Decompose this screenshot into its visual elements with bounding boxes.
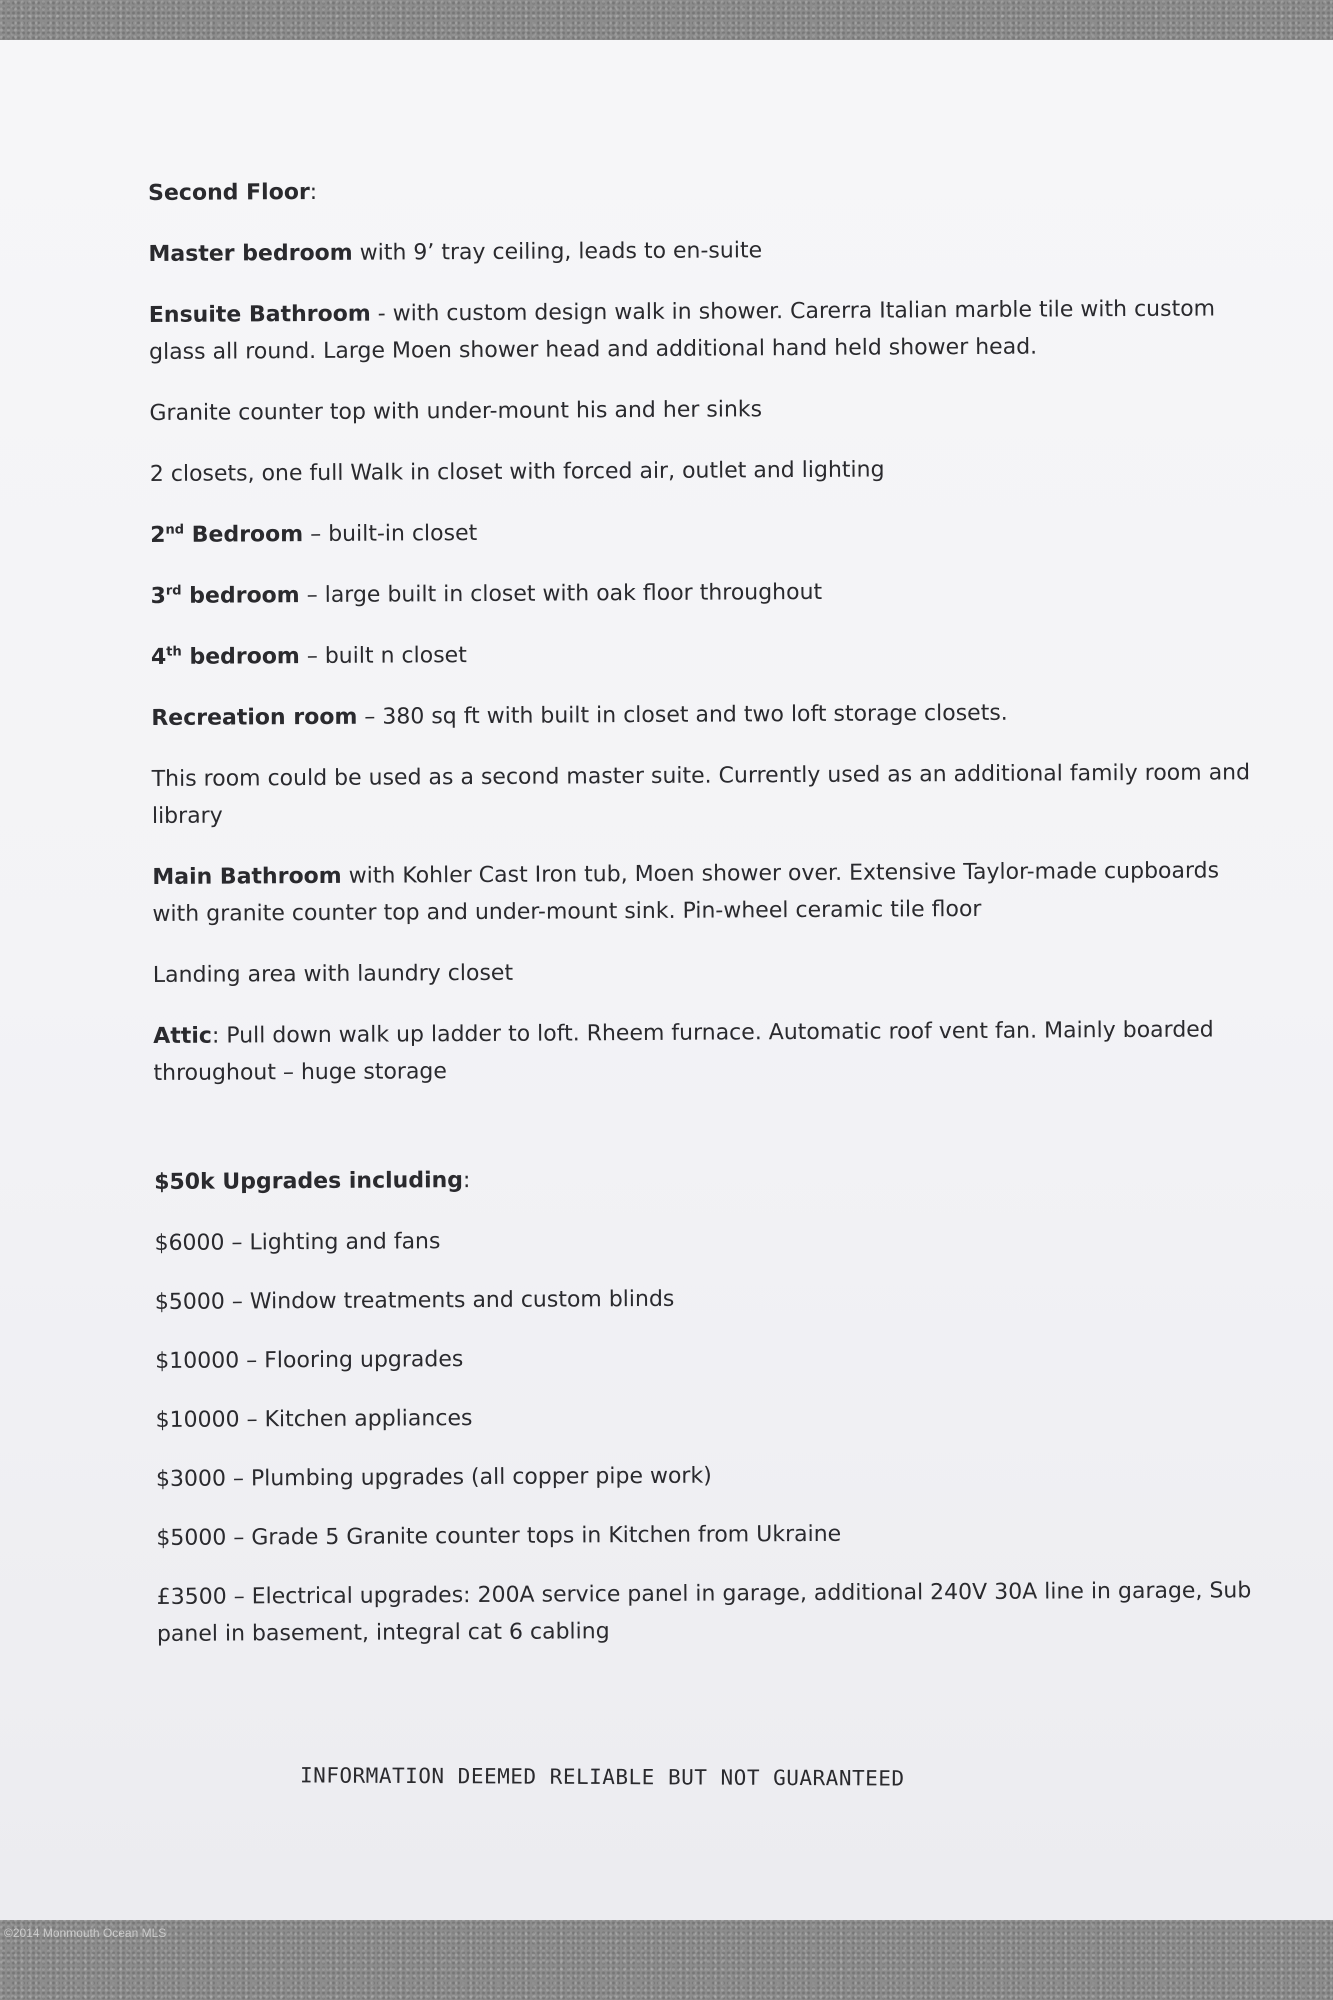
bedroom-2-line: 2nd Bedroom – built-in closet (150, 520, 478, 548)
granite-sinks-line: Granite counter top with under-mount his and her sinks (149, 397, 763, 426)
main-bathroom-line: Main Bathroom with Kohler Cast Iron tub, Moen shower over. Extensive Taylor-made cupboards with granite counter top and under-mount sink. Pin-wheel ceramic tile floor (152, 858, 1220, 927)
attic-line: Attic: Pull down walk up ladder to loft. Rheem furnace. Automatic roof vent fan. Mainly boarded throughout – huge storage (153, 1017, 1214, 1086)
upgrade-item: $10000 – Flooring upgrades (155, 1347, 464, 1374)
mls-watermark: ©2014 Monmouth Ocean MLS (4, 1926, 167, 1940)
upgrade-item: $10000 – Kitchen appliances (155, 1406, 473, 1433)
upgrades-heading: $50k Upgrades including: (154, 1168, 471, 1195)
landing-line: Landing area with laundry closet (152, 960, 514, 988)
upgrade-item: $5000 – Window treatments and custom blinds (154, 1286, 675, 1315)
upgrade-item: $5000 – Grade 5 Granite counter tops in Kitchen from Ukraine (156, 1521, 842, 1551)
recreation-room-line: Recreation room – 380 sq ft with built in closet and two loft storage closets. (151, 700, 1008, 731)
document-body (148, 168, 1277, 1675)
second-floor-heading: Second Floor: (148, 179, 318, 206)
disclaimer-text: INFORMATION DEEMED RELIABLE BUT NOT GUARANTEED (299, 1763, 905, 1791)
upgrade-item: $3000 – Plumbing upgrades (all copper pipe work) (155, 1463, 712, 1492)
upgrade-item: $6000 – Lighting and fans (154, 1229, 441, 1256)
recreation-note-line: This room could be used as a second master suite. Currently used as an additional family room and library (151, 760, 1251, 829)
ensuite-line: Ensuite Bathroom - with custom design walk in shower. Carerra Italian marble tile with custom glass all round. Large Moen shower head and additional hand held shower head. (148, 296, 1216, 365)
closets-line: 2 closets, one full Walk in closet with forced air, outlet and lighting (149, 457, 885, 487)
master-bedroom-line: Master bedroom with 9’ tray ceiling, leads to en-suite (148, 238, 763, 267)
bedroom-4-line: 4th bedroom – built n closet (150, 643, 467, 670)
upgrade-item: £3500 – Electrical upgrades: 200A service panel in garage, additional 240V 30A line in garage, Sub panel in basement, integral cat 6 cabling (156, 1578, 1252, 1647)
bedroom-3-line: 3rd bedroom – large built in closet with oak floor throughout (150, 579, 823, 609)
